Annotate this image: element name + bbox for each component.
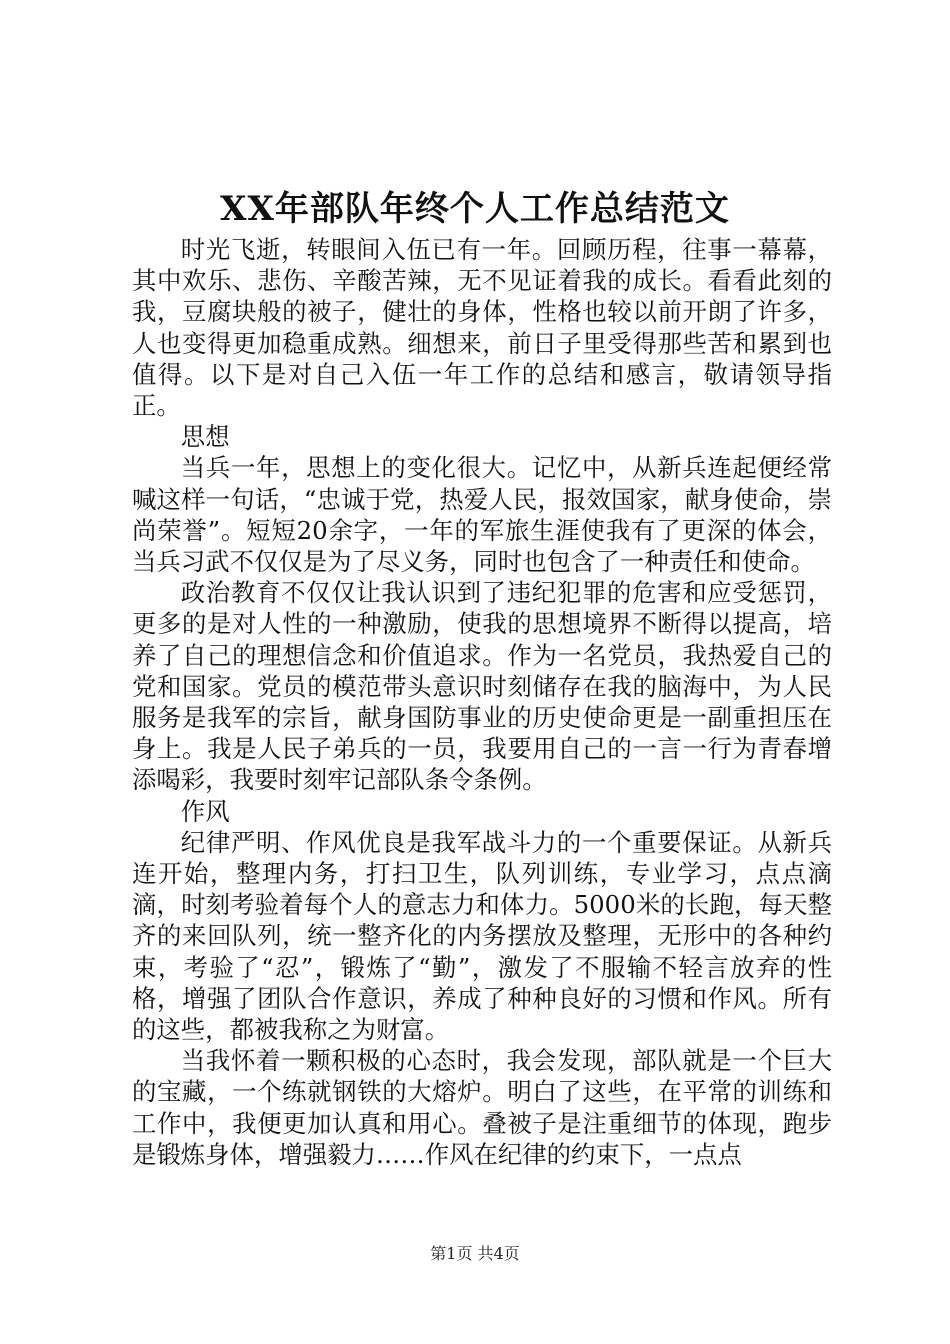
- paragraph-style-2: 当我怀着一颗积极的心态时，我会发现，部队就是一个巨大的宝藏，一个练就钢铁的大熔炉。明白了这些，在平常的训练和工作中，我便更加认真和用心。叠被子是注重细节的体现，跑步是锻炼身体，增强毅力……作风在纪律的约束下，一点点: [132, 1046, 832, 1169]
- paragraph-thought-1: 当兵一年，思想上的变化很大。记忆中，从新兵连起便经常喊这样一句话，“忠诚于党，热爱人民，报效国家，献身使命，崇尚荣誉”。短短20余字，一年的军旅生涯使我有了更深的体会，当兵习武不仅仅是为了尽义务，同时也包含了一种责任和使命。: [132, 453, 832, 577]
- section-heading-style: 作风: [180, 796, 230, 826]
- paragraph-style-1: 纪律严明、作风优良是我军战斗力的一个重要保证。从新兵连开始，整理内务，打扫卫生，队列训练，专业学习，点点滴滴，时刻考验着每个人的意志力和体力。5000米的长跑，每天整齐的来回队列，统一整齐化的内务摆放及整理，无形中的各种约束，考验了“忍”，锻炼了“勤”，激发了不服输不轻言放弃的性格，增强了团队合作意识，养成了种种良好的习惯和作风。所有的这些，都被我称之为财富。: [132, 827, 832, 1045]
- page-footer: 第1页 共4页: [430, 1244, 520, 1263]
- paragraph-intro: 时光飞逝，转眼间入伍已有一年。回顾历程，往事一幕幕，其中欢乐、悲伤、辛酸苦辣，无不见证着我的成长。看看此刻的我，豆腐块般的被子，健壮的身体，性格也较以前开朗了许多，人也变得更加稳重成熟。细想来，前日子里受得那些苦和累到也值得。以下是对自己入伍一年工作的总结和感言，敬请领导指正。: [132, 235, 832, 421]
- document-title: XX年部队年终个人工作总结范文: [220, 189, 730, 229]
- document-body: [132, 234, 832, 1170]
- section-heading-thought: 思想: [180, 422, 230, 452]
- paragraph-thought-2: 政治教育不仅仅让我认识到了违纪犯罪的危害和应受惩罚，更多的是对人性的一种激励，使我的思想境界不断得以提高，培养了自己的理想信念和价值追求。作为一名党员，我热爱自己的党和国家。党员的模范带头意识时刻储存在我的脑海中，为人民服务是我军的宗旨，献身国防事业的历史使命更是一副重担压在身上。我是人民子弟兵的一员，我要用自己的一言一行为青春增添喝彩，我要时刻牢记部队条令条例。: [132, 578, 832, 795]
